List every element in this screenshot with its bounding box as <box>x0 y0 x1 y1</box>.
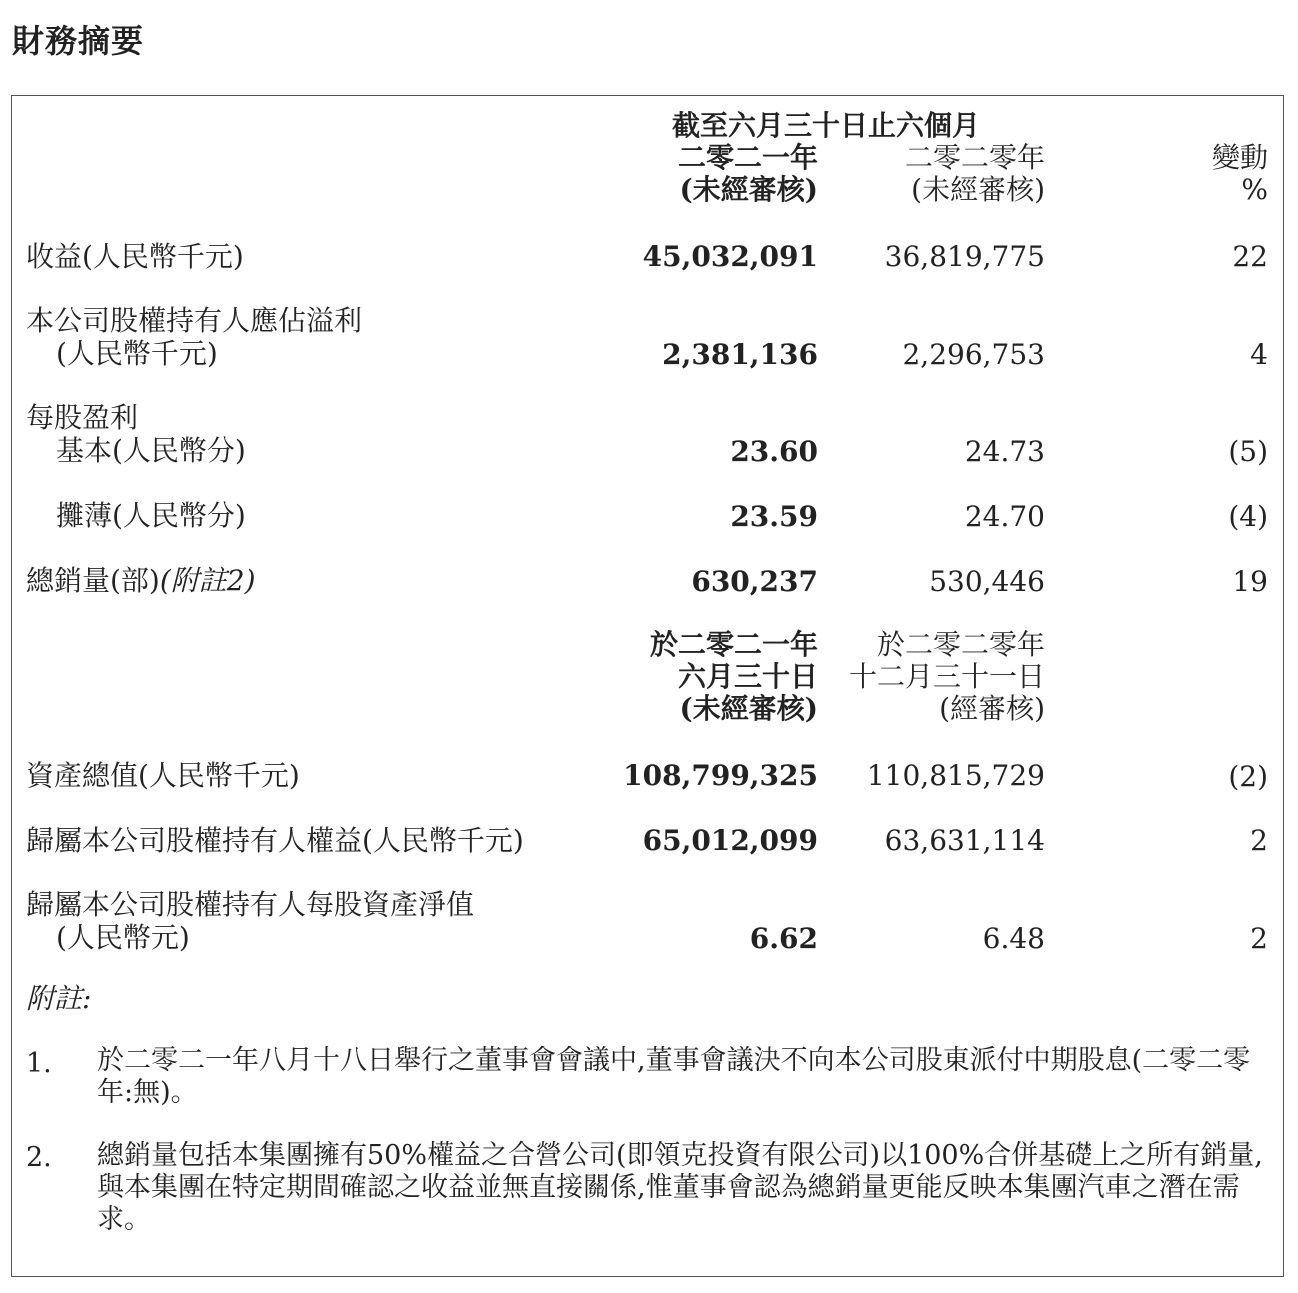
page-title: 財務摘要 <box>12 22 145 60</box>
profit-2021: 2,381,136 <box>662 338 818 371</box>
eps-diluted-change: (4) <box>1228 500 1268 533</box>
note-2-text: 總銷量包括本集團擁有50%權益之合營公司(即領克投資有限公司)以100%合併基礎上之所有銷量,與本集團在特定期間確認之收益並無直接關係,惟董事會認為總銷量更能反映本集團汽車之潛在需求。 <box>97 1140 1263 1235</box>
nav-v1: 6.62 <box>749 922 818 955</box>
profit-label-line1: 本公司股權持有人應佔溢利 <box>26 304 363 337</box>
nav-change: 2 <box>1250 922 1268 955</box>
total-assets-change: (2) <box>1228 760 1268 793</box>
total-assets-v1: 108,799,325 <box>623 759 818 792</box>
revenue-change: 22 <box>1232 240 1268 273</box>
sales-volume-2021: 630,237 <box>691 565 818 598</box>
eps-basic-label: 基本(人民幣分) <box>56 434 246 467</box>
col1-year: 二零二一年 <box>677 141 818 174</box>
revenue-label: 收益(人民幣千元) <box>26 240 244 273</box>
total-assets-label: 資產總值(人民幣千元) <box>26 759 300 792</box>
change-label: 變動 <box>1211 141 1268 174</box>
note-2-number: 2. <box>26 1142 52 1173</box>
profit-label-line2: (人民幣千元) <box>56 337 218 370</box>
col2-audit: (未經審核) <box>911 173 1045 206</box>
eps-basic-2021: 23.60 <box>730 435 818 468</box>
sales-volume-label-text: 總銷量(部) <box>26 564 160 597</box>
eps-diluted-2020: 24.70 <box>964 500 1045 533</box>
equity-label: 歸屬本公司股權持有人權益(人民幣千元) <box>26 824 524 857</box>
col2-date-line3: (經審核) <box>939 692 1045 725</box>
period-label: 截至六月三十日止六個月 <box>672 109 981 142</box>
col1-date-line2: 六月三十日 <box>677 660 818 693</box>
equity-v1: 65,012,099 <box>642 824 818 857</box>
eps-heading: 每股盈利 <box>26 401 139 434</box>
col1-audit: (未經審核) <box>679 173 818 206</box>
profit-2020: 2,296,753 <box>902 338 1045 371</box>
revenue-2021: 45,032,091 <box>642 240 818 273</box>
total-assets-v2: 110,815,729 <box>866 759 1045 792</box>
nav-label-line2: (人民幣元) <box>56 921 190 954</box>
note-1-number: 1. <box>26 1048 52 1079</box>
col1-date-line3: (未經審核) <box>679 692 818 725</box>
change-unit: % <box>1241 173 1268 206</box>
col2-date-line1: 於二零二零年 <box>876 628 1045 661</box>
equity-change: 2 <box>1250 824 1268 857</box>
sales-volume-change: 19 <box>1232 565 1268 598</box>
equity-v2: 63,631,114 <box>884 824 1045 857</box>
sales-volume-2020: 530,446 <box>929 565 1045 598</box>
eps-basic-change: (5) <box>1228 435 1268 468</box>
sales-volume-note-ref: (附註2) <box>159 564 256 597</box>
col2-year: 二零二零年 <box>904 141 1045 174</box>
eps-diluted-label: 攤薄(人民幣分) <box>56 499 246 532</box>
eps-diluted-2021: 23.59 <box>730 500 818 533</box>
sales-volume-label <box>26 565 256 597</box>
revenue-2020: 36,819,775 <box>884 240 1045 273</box>
eps-basic-2020: 24.73 <box>964 435 1045 468</box>
col1-date-line1: 於二零二一年 <box>649 628 818 661</box>
nav-label-line1: 歸屬本公司股權持有人每股資產淨值 <box>26 888 475 921</box>
notes-heading: 附註: <box>26 982 92 1015</box>
note-1-text: 於二零二一年八月十八日舉行之董事會會議中,董事會議決不向本公司股東派付中期股息(二零二零年:無)。 <box>97 1045 1251 1108</box>
nav-v2: 6.48 <box>982 922 1045 955</box>
col2-date-line2: 十二月三十一日 <box>848 660 1045 693</box>
profit-change: 4 <box>1250 338 1268 371</box>
